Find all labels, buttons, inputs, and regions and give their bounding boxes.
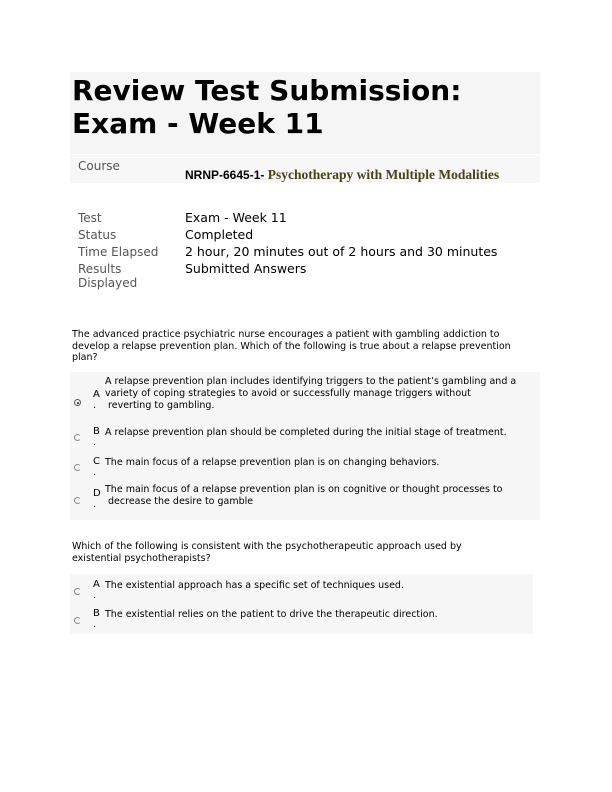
page-title-line-2: Exam - Week 11 (72, 107, 324, 140)
radio-icon[interactable] (74, 434, 81, 441)
option-text: A relapse prevention plan should be completed during the initial stage of treatment. (105, 427, 507, 438)
radio-icon[interactable] (74, 588, 81, 595)
option-letter: B . (93, 426, 100, 448)
question-1-options (70, 372, 540, 520)
results-displayed-value: Submitted Answers (185, 261, 307, 276)
test-label: Test (78, 211, 102, 225)
page-title-box (70, 72, 540, 154)
question-2-line-1: Which of the following is consistent with the psychotherapeutic approach used by (72, 541, 462, 552)
option-text: A relapse prevention plan includes identifying triggers to the patient’s gambling and a variety of coping strategies to avoid or successfully manage triggers without reverting to gambling. (105, 376, 517, 411)
results-label-line-1: Results (78, 262, 122, 276)
results-displayed-label (78, 262, 178, 290)
radio-selected-icon[interactable] (74, 399, 81, 406)
course-code: NRNP-6645-1- (185, 168, 265, 182)
results-label-line-2: Displayed (78, 276, 138, 290)
question-1-line-1: The advanced practice psychiatric nurse encourages a patient with gambling addiction to (72, 329, 500, 340)
status-label: Status (78, 228, 117, 242)
question-1-text (72, 329, 542, 364)
radio-icon[interactable] (74, 617, 81, 624)
question-1-option-c[interactable] (70, 454, 540, 478)
question-2-text (72, 541, 542, 564)
question-1-option-d[interactable] (70, 483, 540, 513)
option-text: The existential approach has a specific set of techniques used. (105, 580, 404, 591)
question-2-option-b[interactable] (70, 606, 533, 630)
option-text: The main focus of a relapse prevention plan is on changing behaviors. (105, 457, 440, 468)
option-letter: A . (93, 389, 100, 411)
question-2-line-2: existential psychotherapists? (72, 552, 211, 564)
option-letter: B . (93, 608, 100, 630)
question-1-option-b[interactable] (70, 424, 540, 448)
option-letter: C . (93, 456, 100, 478)
question-1-option-a[interactable] (70, 376, 540, 416)
question-2-option-a[interactable] (70, 577, 533, 601)
radio-icon[interactable] (74, 497, 81, 504)
radio-icon[interactable] (74, 464, 81, 471)
course-value (185, 167, 540, 183)
course-name: Psychotherapy with Multiple Modalities (264, 167, 500, 182)
page-title-line-1: Review Test Submission: (72, 74, 462, 107)
option-letter: D . (93, 488, 101, 510)
test-value: Exam - Week 11 (185, 210, 287, 225)
course-label: Course (78, 159, 120, 173)
page-title (70, 72, 540, 140)
question-1-line-3: plan? (72, 352, 98, 363)
option-text: The existential relies on the patient to drive the therapeutic direction. (105, 609, 438, 620)
option-text: The main focus of a relapse prevention plan is on cognitive or thought processes to decrease the desire to gamble (105, 484, 503, 507)
time-elapsed-value: 2 hour, 20 minutes out of 2 hours and 30 minutes (185, 244, 498, 259)
status-value: Completed (185, 227, 254, 242)
time-elapsed-label: Time Elapsed (78, 245, 159, 259)
question-2-options (70, 574, 533, 634)
option-letter: A . (93, 579, 100, 601)
question-1-line-2: develop a relapse prevention plan. Which of the following is true about a relapse prevention (72, 340, 511, 352)
